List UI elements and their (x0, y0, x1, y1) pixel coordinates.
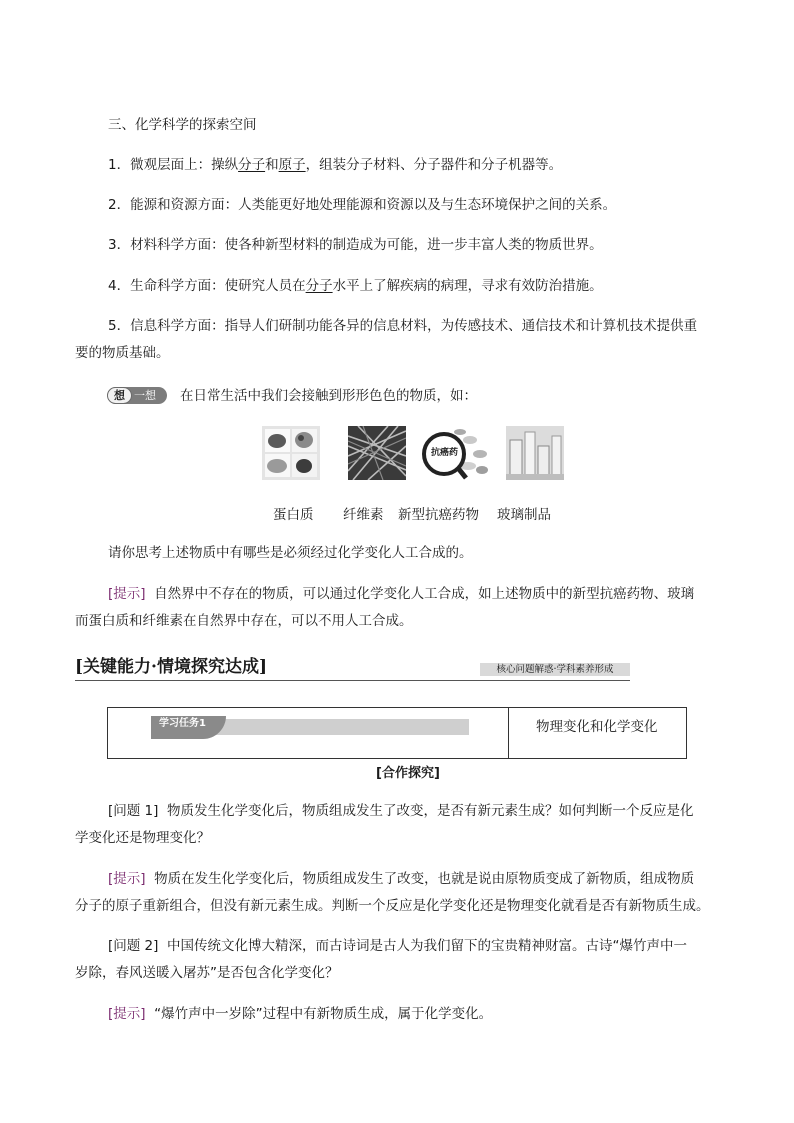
q1-text: 物质发生化学变化后，物质组成发生了改变，是否有新元素生成？如何判断一个反应是化 (167, 803, 694, 819)
caption-anticancer: 新型抗癌药物 (398, 507, 479, 523)
task-divider (508, 708, 509, 758)
q1-hint-line2: 分子的原子重新组合，但没有新元素生成。判断一个反应是化学变化还是物理变化就看是否有新物质生成。 (75, 898, 710, 914)
section3-item1 (108, 155, 562, 175)
item4-underline: 分子 (305, 278, 333, 294)
q1-line1 (108, 801, 694, 821)
q1-tag: [问题 1] (108, 803, 159, 819)
caption-cellulose: 纤维素 (343, 507, 384, 523)
think-hint-line1 (108, 584, 694, 604)
item1-and: 和 (265, 157, 279, 173)
think-hint-text: 自然界中不存在的物质，可以通过化学变化人工合成，如上述物质中的新型抗癌药物、玻璃 (154, 586, 695, 602)
task-label: 学习任务1 (151, 716, 226, 739)
section-header (75, 656, 630, 681)
section3-item5-line1: 5．信息科学方面：指导人们研制功能各异的信息材料，为传感技术、通信技术和计算机技术提供重 (108, 318, 698, 334)
think-hint-tag: [提示] (108, 586, 146, 602)
think-hint-line2: 而蛋白质和纤维素在自然界中存在，可以不用人工合成。 (75, 613, 413, 629)
q1-hint-tag: [提示] (108, 871, 146, 887)
item1-pre: 1．微观层面上：操纵 (108, 157, 239, 173)
q2-tag: [问题 2] (108, 938, 159, 954)
section-title: [关键能力·情境探究达成] (75, 657, 268, 677)
think-badge (107, 387, 167, 404)
anticancer-label: 抗癌药 (430, 448, 458, 458)
q1-line2: 学变化还是物理变化？ (75, 830, 210, 846)
task-box (107, 707, 687, 759)
glassware-image (506, 426, 564, 480)
q2-hint-text: “爆竹声中一岁除”过程中有新物质生成，属于化学变化。 (154, 1006, 493, 1022)
q1-hint-text: 物质在发生化学变化后，物质组成发生了改变，也就是说由原物质变成了新物质，组成物质 (154, 871, 695, 887)
item1-underline-molecule: 分子 (238, 157, 266, 173)
protein-image (262, 426, 320, 480)
section-subtitle: 核心问题解惑·学科素养形成 (480, 663, 630, 676)
section3-heading: 三、化学科学的探索空间 (108, 117, 257, 133)
think-badge-rest: 一想 (134, 389, 156, 402)
section3-item3: 3．材料科学方面：使各种新型材料的制造成为可能，进一步丰富人类的物质世界。 (108, 237, 603, 253)
coop-heading: [合作探究] (376, 766, 440, 781)
think-badge-char: 想 (107, 387, 132, 404)
q2-text: 中国传统文化博大精深，而古诗词是古人为我们留下的宝贵精神财富。古诗“爆竹声中一 (167, 938, 688, 954)
caption-glass: 玻璃制品 (497, 507, 551, 523)
task-title: 物理变化和化学变化 (536, 719, 658, 735)
section3-item2: 2．能源和资源方面：人类能更好地处理能源和资源以及与生态环境保护之间的关系。 (108, 197, 617, 213)
item1-underline-atom: 原子 (278, 157, 306, 173)
caption-protein: 蛋白质 (273, 507, 314, 523)
think-intro: 在日常生活中我们会接触到形形色色的物质，如： (180, 388, 477, 404)
q2-hint-tag: [提示] (108, 1006, 146, 1022)
anticancer-drug-image (420, 426, 490, 480)
cellulose-image (348, 426, 406, 480)
item4-pre: 4．生命科学方面：使研究人员在 (108, 278, 306, 294)
section3-item5-line2: 要的物质基础。 (75, 345, 170, 361)
q2-hint-line1 (108, 1004, 492, 1024)
think-question: 请你思考上述物质中有哪些是必须经过化学变化人工合成的。 (108, 545, 473, 561)
q1-hint-line1 (108, 869, 694, 889)
item1-post: ，组装分子材料、分子器件和分子机器等。 (305, 157, 563, 173)
section3-item4 (108, 276, 603, 296)
item4-post: 水平上了解疾病的病理，寻求有效防治措施。 (332, 278, 603, 294)
q2-line1 (108, 936, 687, 956)
q2-line2: 岁除，春风送暖入屠苏”是否包含化学变化？ (75, 965, 339, 981)
